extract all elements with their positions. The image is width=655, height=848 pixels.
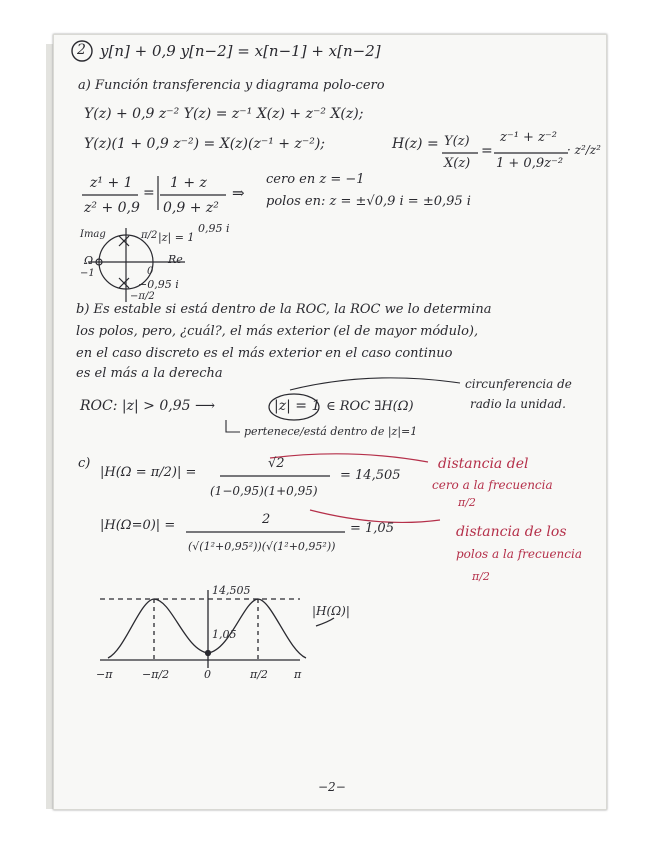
tick-neg-pi: −π [96, 668, 113, 681]
imag-axis-label: Imag [80, 229, 106, 240]
omega-label: Ω [84, 254, 94, 267]
in-roc-text: ∈ ROC ∃H(Ω) [326, 399, 414, 414]
pole-top-label: 0,95 i [198, 222, 230, 235]
pole-marker-bottom [119, 278, 129, 288]
minus-one-label: −1 [80, 268, 95, 279]
plot-peak-label: 14,505 [212, 584, 251, 597]
page-number: −2− [318, 780, 346, 794]
unit-circle-label: |z| = 1 [158, 231, 195, 244]
problem-number: 2 [77, 42, 86, 58]
plot-min-label: 1,05 [212, 628, 237, 641]
omega-half-label: π/2 [141, 230, 158, 241]
origin-label: 0 [147, 266, 154, 277]
min-marker [206, 651, 211, 656]
note-2-line-3: π/2 [472, 570, 490, 583]
z-transform-line: Y(z) + 0,9 z⁻² Y(z) = z⁻¹ X(z) + z⁻² X(z); [84, 106, 364, 122]
h-eq: = [481, 143, 493, 159]
h2-den: (√(1²+0,95²))(√(1²+0,95²)) [188, 540, 336, 553]
f2-den: 0,9 + z² [163, 200, 219, 216]
f1-num: z¹ + 1 [90, 175, 133, 191]
magnitude-curve [108, 599, 306, 658]
factored-line: Y(z)(1 + 0,9 z⁻²) = X(z)(z⁻¹ + z⁻²); [84, 136, 326, 152]
h1-value: = 14,505 [340, 468, 401, 483]
f2-num: 1 + z [170, 175, 207, 191]
re-axis-label: Re [168, 253, 183, 266]
f1-den: z² + 0,9 [84, 200, 140, 216]
h1-lhs: |H(Ω = π/2)| = [100, 465, 197, 480]
difference-equation: y[n] + 0,9 y[n−2] = x[n−1] + x[n−2] [100, 42, 381, 60]
circle-note-2: radio la unidad. [470, 397, 566, 411]
part-b-line-1: b) Es estable si está dentro de la ROC, la ROC we lo determina [76, 302, 492, 317]
h-lhs: H(z) = [392, 136, 439, 152]
pole-marker-top [119, 236, 129, 246]
circle-note-1: circunferencia de [465, 377, 572, 391]
note-1-line-1: distancia del [438, 456, 529, 472]
f-eq: = [143, 185, 155, 201]
note-1-line-3: π/2 [458, 496, 476, 509]
tick-pi-half: π/2 [250, 668, 268, 681]
roc-statement: ROC: |z| > 0,95 ⟶ [80, 398, 216, 414]
h-den-2: 1 + 0,9z⁻² [496, 156, 564, 171]
hook-arrow [226, 420, 240, 432]
tick-zero: 0 [204, 668, 211, 681]
part-c-label: c) [78, 456, 91, 471]
h-num-2: z⁻¹ + z⁻² [500, 130, 558, 145]
part-b-line-3: en el caso discreto es el más exterior en el caso continuo [76, 346, 453, 361]
tick-neg-pi-half: −π/2 [142, 668, 170, 681]
h-mult: · z²/z² [567, 143, 601, 157]
part-b-line-2: los polos, pero, ¿cuál?, el más exterior (el de mayor módulo), [76, 324, 479, 339]
note-2-line-2: polos a la frecuencia [456, 547, 582, 561]
pole-locations: polos en: z = ±√0,9 i = ±0,95 i [266, 194, 471, 209]
red-arrow-1 [270, 454, 428, 462]
part-a-title: a) Función transferencia y diagrama polo-cero [78, 78, 385, 93]
h2-lhs: |H(Ω=0)| = [100, 518, 176, 533]
label-squiggle [316, 618, 334, 626]
h1-den: (1−0,95)(1+0,95) [210, 484, 318, 498]
note-1-line-2: cero a la frecuencia [432, 478, 553, 492]
h2-value: = 1,05 [350, 521, 394, 536]
omega-neg-half-label: −π/2 [130, 291, 155, 302]
curved-arrow [290, 378, 460, 390]
zero-location: cero en z = −1 [266, 172, 365, 187]
h2-num: 2 [262, 512, 271, 527]
unit-circle-eq: |z| = 1 [274, 398, 321, 414]
h-num-1: Y(z) [444, 134, 470, 149]
h1-num: √2 [268, 456, 285, 471]
h-den-1: X(z) [444, 156, 471, 171]
note-2-line-1: distancia de los [456, 524, 567, 540]
pole-bottom-label: −0,95 i [138, 278, 179, 291]
part-b-line-4: es el más a la derecha [76, 366, 223, 381]
roc-subnote: pertenece/está dentro de |z|=1 [244, 425, 418, 438]
plot-y-label: |H(Ω)| [312, 604, 350, 618]
implies-arrow: ⇒ [232, 184, 245, 202]
tick-pi: π [294, 668, 302, 681]
